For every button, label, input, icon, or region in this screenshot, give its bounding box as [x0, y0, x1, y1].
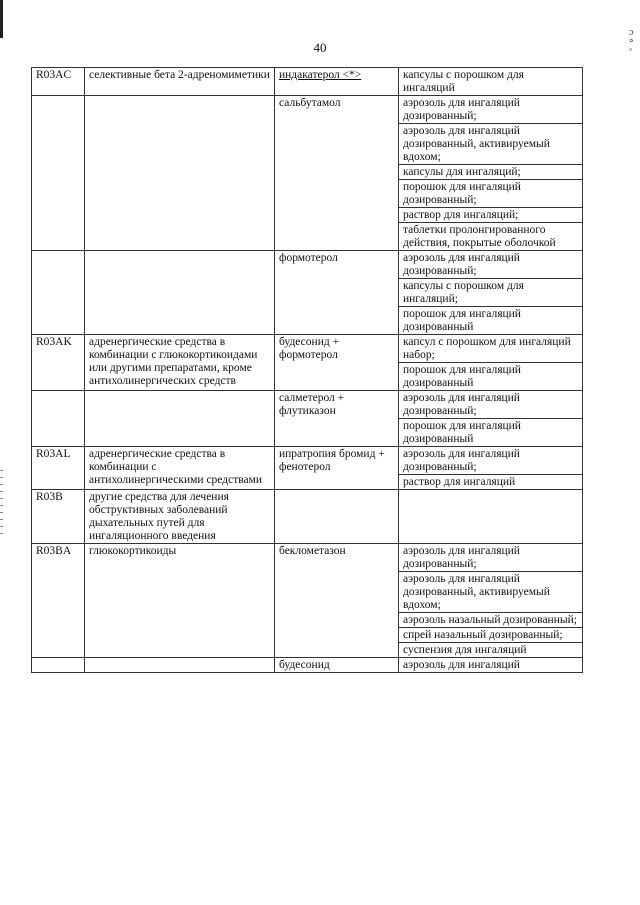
- drug-group-cell: [85, 391, 275, 447]
- dosage-form-cell: аэрозоль назальный дозированный;: [399, 613, 583, 628]
- atc-code-text: R03BA: [36, 545, 72, 557]
- table-row: [32, 658, 583, 673]
- table-row: [32, 544, 583, 572]
- drug-name-cell: [275, 68, 399, 96]
- drug-group-cell: [85, 335, 275, 391]
- drug-name-cell: [275, 96, 399, 251]
- dosage-form-cell: раствор для ингаляций;: [399, 208, 583, 223]
- table-row: [32, 68, 583, 96]
- dosage-form-cell: аэрозоль для ингаляций дозированный;: [399, 251, 583, 279]
- drug-group-text: адренергические средства в комбинации с антихолинергическими средствами: [89, 448, 263, 486]
- drug-name-cell: [275, 490, 399, 544]
- atc-code-text: R03B: [36, 491, 63, 503]
- drug-name-cell: [275, 391, 399, 447]
- drug-name-text: будесонид + формотерол: [279, 336, 340, 361]
- atc-code-text: R03AL: [36, 448, 71, 460]
- dosage-form-cell: порошок для ингаляций дозированный: [399, 419, 583, 447]
- drug-group-text: адренергические средства в комбинации с глюкокортикоидами или другими препаратами, кроме антихолинергических средств: [89, 336, 258, 387]
- dosage-form-cell: таблетки пролонгированного действия, покрытые оболочкой: [399, 223, 583, 251]
- drug-group-text: другие средства для лечения обструктивных заболеваний дыхательных путей для ингаляционного введения: [89, 491, 229, 542]
- drug-group-text: селективные бета 2-адреномиметики: [89, 69, 270, 81]
- drug-group-cell: [85, 68, 275, 96]
- atc-code-cell: [32, 335, 85, 391]
- drug-name-text: индакатерол <*>: [279, 69, 362, 81]
- drug-group-cell: [85, 490, 275, 544]
- table-row: [32, 391, 583, 419]
- drug-group-text: глюкокортикоиды: [89, 545, 177, 557]
- drug-name-text: салметерол + флутиказон: [279, 392, 345, 417]
- atc-code-text: R03AC: [36, 69, 72, 81]
- margin-stamp-mark: ɔ ∘ ◦: [628, 26, 634, 56]
- drug-group-cell: [85, 251, 275, 335]
- drug-name-cell: [275, 658, 399, 673]
- medication-table: [31, 67, 583, 673]
- atc-code-cell: [32, 490, 85, 544]
- margin-dots: [0, 470, 4, 640]
- dosage-form-cell: раствор для ингаляций: [399, 475, 583, 490]
- table-row: [32, 490, 583, 544]
- drug-name-cell: [275, 447, 399, 490]
- dosage-form-cell: аэрозоль для ингаляций дозированный, активируемый вдохом;: [399, 572, 583, 613]
- drug-name-text: сальбутамол: [279, 97, 341, 109]
- atc-code-cell: [32, 447, 85, 490]
- table-row: [32, 335, 583, 363]
- dosage-form-cell: аэрозоль для ингаляций дозированный, активируемый вдохом;: [399, 124, 583, 165]
- dosage-form-cell: порошок для ингаляций дозированный;: [399, 180, 583, 208]
- atc-code-text: R03AK: [36, 336, 72, 348]
- table-row: [32, 447, 583, 475]
- medication-table-body: [32, 68, 583, 673]
- drug-group-cell: [85, 544, 275, 658]
- drug-group-cell: [85, 658, 275, 673]
- drug-name-text: формотерол: [279, 252, 338, 264]
- dosage-form-cell: капсулы с порошком для ингаляций;: [399, 279, 583, 307]
- atc-code-cell: [32, 68, 85, 96]
- dosage-form-cell: суспензия для ингаляций: [399, 643, 583, 658]
- drug-name-cell: [275, 251, 399, 335]
- dosage-form-cell: аэрозоль для ингаляций дозированный;: [399, 544, 583, 572]
- drug-name-text: беклометазон: [279, 545, 346, 557]
- dosage-form-cell: спрей назальный дозированный;: [399, 628, 583, 643]
- atc-code-cell: [32, 96, 85, 251]
- dosage-form-cell: капсулы для ингаляций;: [399, 165, 583, 180]
- scan-edge-mark: [0, 0, 3, 38]
- atc-code-cell: [32, 544, 85, 658]
- dosage-form-cell: порошок для ингаляций дозированный: [399, 307, 583, 335]
- atc-code-cell: [32, 251, 85, 335]
- dosage-form-cell: аэрозоль для ингаляций дозированный;: [399, 96, 583, 124]
- drug-name-cell: [275, 335, 399, 391]
- drug-name-cell: [275, 544, 399, 658]
- page-number: 40: [313, 40, 327, 55]
- drug-name-text: будесонид: [279, 659, 330, 671]
- atc-code-cell: [32, 391, 85, 447]
- dosage-form-cell: [399, 490, 583, 544]
- dosage-form-cell: капсулы с порошком для ингаляций: [399, 68, 583, 96]
- dosage-form-cell: порошок для ингаляций дозированный: [399, 363, 583, 391]
- table-row: [32, 251, 583, 279]
- atc-code-cell: [32, 658, 85, 673]
- drug-name-text: ипратропия бромид + фенотерол: [279, 448, 385, 473]
- dosage-form-cell: аэрозоль для ингаляций дозированный;: [399, 447, 583, 475]
- drug-group-cell: [85, 447, 275, 490]
- dosage-form-cell: аэрозоль для ингаляций дозированный;: [399, 391, 583, 419]
- dosage-form-cell: аэрозоль для ингаляций: [399, 658, 583, 673]
- dosage-form-cell: капсул с порошком для ингаляций набор;: [399, 335, 583, 363]
- drug-group-cell: [85, 96, 275, 251]
- table-row: [32, 96, 583, 124]
